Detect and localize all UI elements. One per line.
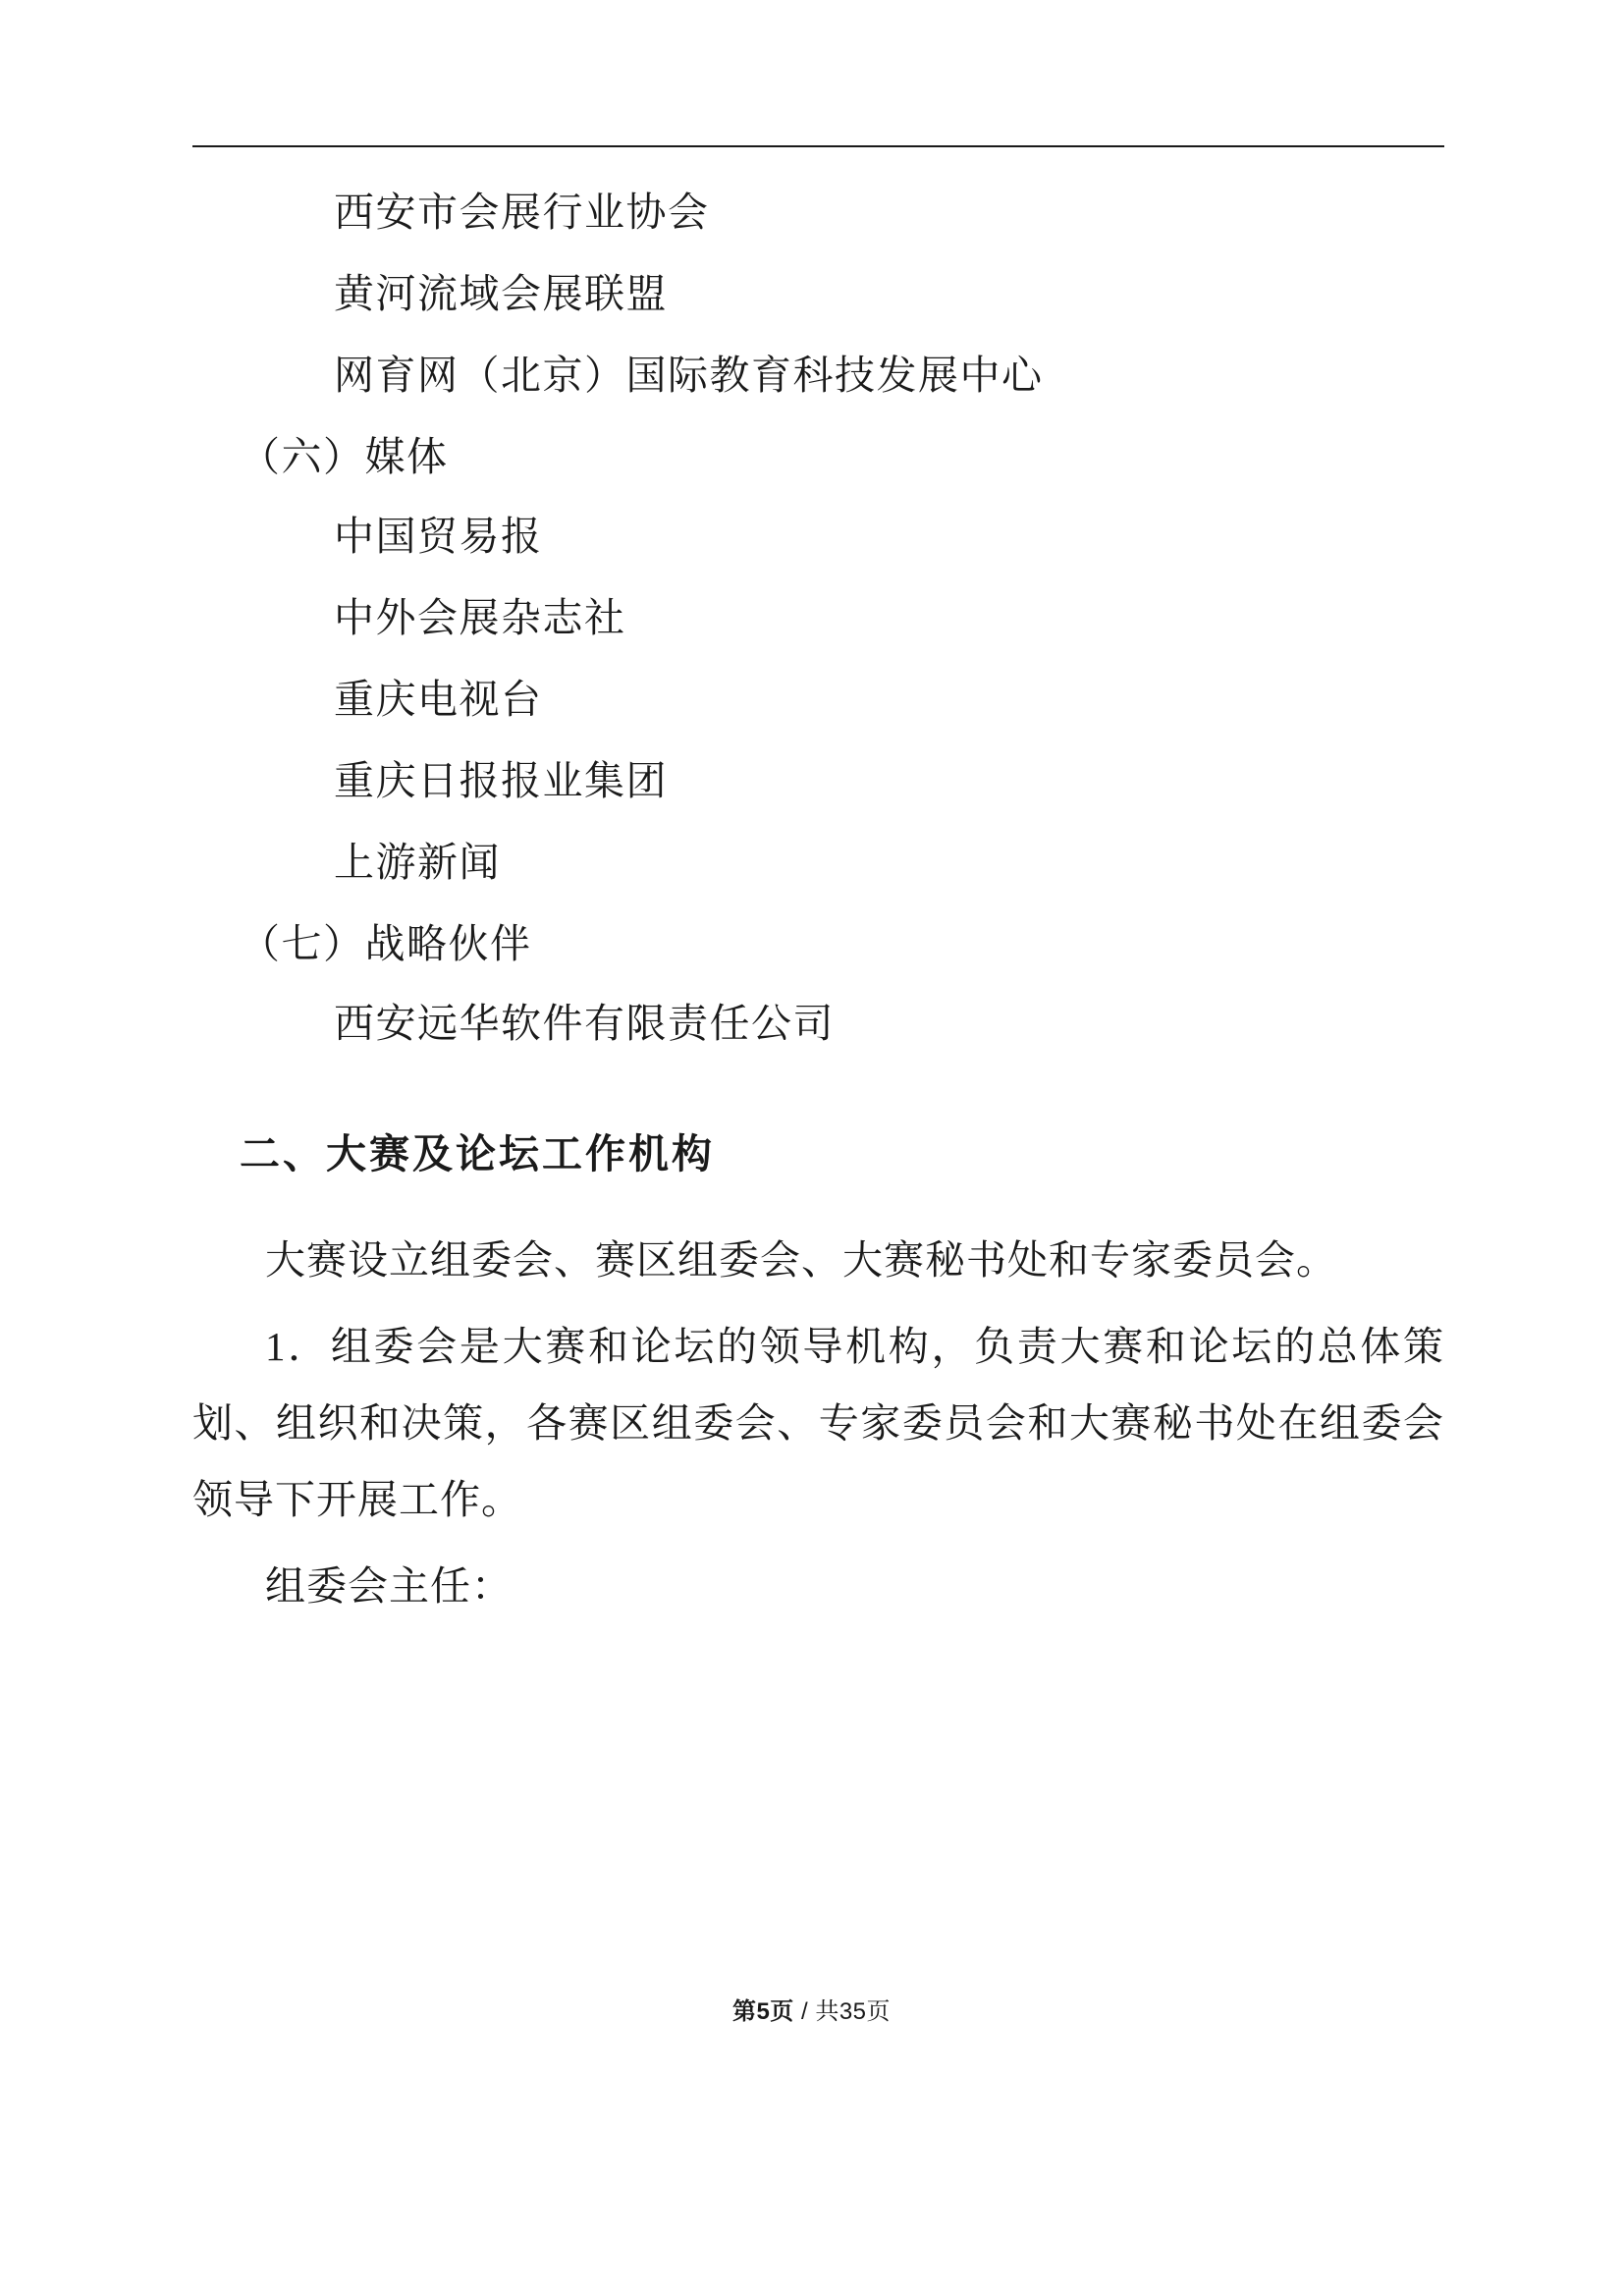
footer-current-page: 第5页 (731, 1998, 794, 2025)
header-divider (192, 145, 1444, 147)
list-item: 中外会展杂志社 (334, 595, 626, 640)
section-heading-media: （六）媒体 (240, 434, 449, 479)
paragraph: 大赛设立组委会、赛区组委会、大赛秘书处和专家委员会。 (265, 1237, 1337, 1283)
paragraph: 组委会主任： (265, 1563, 513, 1609)
list-item: 重庆日报报业集团 (334, 758, 668, 803)
footer-separator: / (793, 1998, 816, 2025)
section-heading-two: 二、大赛及论坛工作机构 (240, 1131, 715, 1176)
footer-total-pages: 共35页 (815, 1998, 892, 2025)
page-footer (0, 1992, 1623, 2026)
list-item: 中国贸易报 (334, 514, 543, 559)
section-heading-partner: （七）战略伙伴 (240, 921, 532, 966)
list-item: 重庆电视台 (334, 677, 543, 722)
list-item: 网育网（北京）国际教育科技发展中心 (334, 353, 1044, 398)
list-item: 上游新闻 (334, 840, 501, 885)
paragraph: 1．组委会是大赛和论坛的领导机构，负责大赛和论坛的总体策划、组织和决策，各赛区组委会、专家委员会和大赛秘书处在组委会领导下开展工作。 (192, 1324, 1444, 1522)
list-item: 黄河流域会展联盟 (334, 271, 668, 316)
document-body (192, 192, 1444, 1634)
list-item: 西安市会展行业协会 (334, 190, 710, 235)
list-item: 西安远华软件有限责任公司 (334, 1001, 835, 1046)
